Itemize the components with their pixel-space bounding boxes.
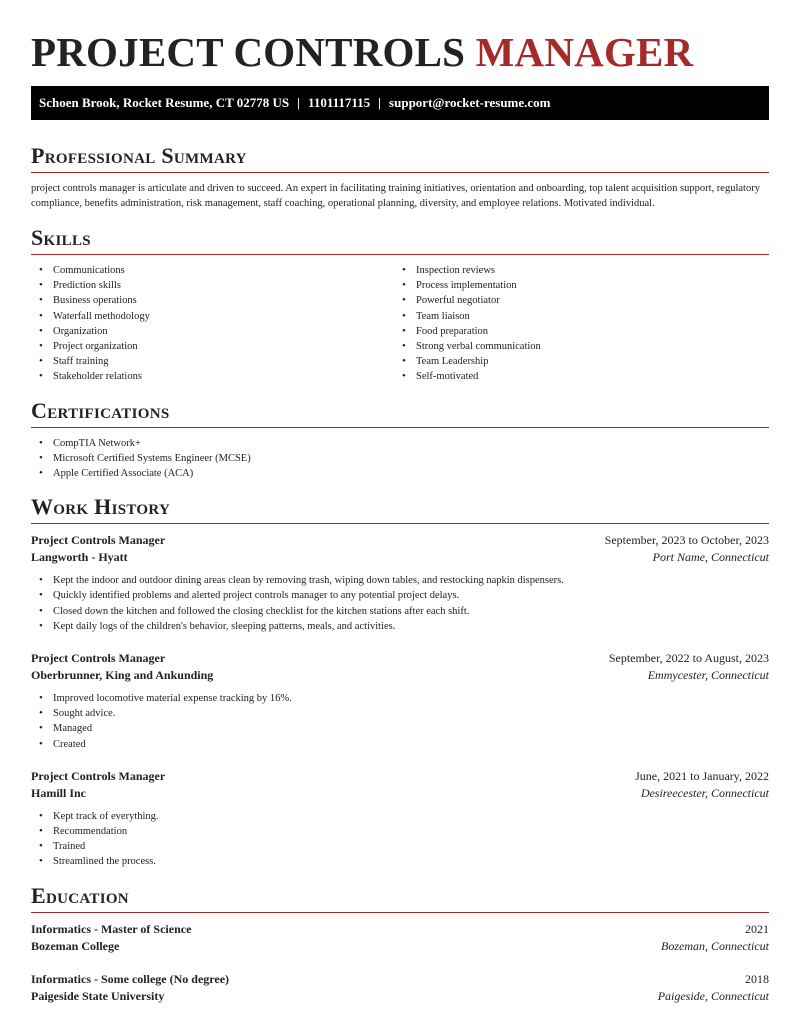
contact-email[interactable]: support@rocket-resume.com bbox=[389, 95, 551, 110]
contact-bar bbox=[31, 86, 769, 120]
education-location: Paigeside, Connecticut bbox=[657, 988, 769, 1003]
skill-item: • Team liaison bbox=[394, 309, 757, 324]
job-title: Project Controls Manager bbox=[31, 533, 166, 548]
contact-separator: | bbox=[378, 95, 382, 110]
skill-item: • Prediction skills bbox=[31, 278, 394, 293]
summary-heading: Professional Summary bbox=[31, 143, 247, 168]
education-degree: Informatics - Some college (No degree) bbox=[31, 971, 230, 986]
summary-section bbox=[31, 143, 769, 211]
resume-page bbox=[31, 0, 769, 1005]
job-dates: June, 2021 to January, 2022 bbox=[635, 768, 769, 783]
section-divider bbox=[31, 912, 769, 913]
section-divider bbox=[31, 427, 769, 428]
work-history-heading: Work History bbox=[31, 494, 171, 520]
skill-item: • Project organization bbox=[31, 339, 394, 354]
skill-item: • Powerful negotiator bbox=[394, 293, 757, 308]
skill-item: • Process implementation bbox=[394, 278, 757, 293]
section-divider bbox=[31, 172, 769, 173]
skill-item: • Staff training bbox=[31, 354, 394, 369]
education-year: 2021 bbox=[745, 921, 769, 936]
certifications-heading: Certifications bbox=[31, 397, 170, 423]
skill-item: • Inspection reviews bbox=[394, 263, 757, 278]
education-year: 2018 bbox=[745, 971, 769, 986]
job-entry bbox=[31, 532, 769, 634]
education-heading: Education bbox=[31, 882, 129, 908]
certification-item: • Microsoft Certified Systems Engineer (MCSE) bbox=[31, 451, 769, 466]
job-bullet: • Closed down the kitchen and followed the closing checklist for the kitchen stations after each shift. bbox=[31, 604, 769, 619]
certifications-list bbox=[31, 436, 769, 482]
skill-item: • Strong verbal communication bbox=[394, 339, 757, 354]
job-bullet: • Created bbox=[31, 737, 769, 752]
job-title: Project Controls Manager bbox=[31, 651, 166, 666]
skills-left-list bbox=[31, 263, 394, 385]
contact-address: Schoen Brook, Rocket Resume, CT 02778 US bbox=[39, 95, 290, 110]
job-bullets bbox=[31, 809, 769, 870]
skill-item: • Communications bbox=[31, 263, 394, 278]
title-accent: MANAGER bbox=[475, 29, 694, 75]
job-company: Hamill Inc bbox=[31, 785, 87, 800]
skills-heading: Skills bbox=[31, 225, 91, 250]
job-bullet: • Kept track of everything. bbox=[31, 809, 769, 824]
job-bullet: • Quickly identified problems and alerted project controls manager to any potential project delays. bbox=[31, 588, 769, 603]
skill-item: • Food preparation bbox=[394, 324, 757, 339]
education-school: Paigeside State University bbox=[31, 988, 165, 1003]
job-bullet: • Sought advice. bbox=[31, 706, 769, 721]
title-main: PROJECT CONTROLS bbox=[31, 29, 476, 75]
summary-text: project controls manager is articulate and driven to succeed. An expert in facilitating training initiatives, orientation and onboarding, top talent acquisition support, regulatory compliance, benefits administration, risk management, staff coaching, operational planning, diversity, and employee relations. Motivated individual. bbox=[31, 183, 760, 209]
work-history-section bbox=[31, 494, 769, 869]
skills-section bbox=[31, 225, 769, 385]
education-school: Bozeman College bbox=[31, 938, 120, 953]
job-bullet: • Recommendation bbox=[31, 824, 769, 839]
education-degree: Informatics - Master of Science bbox=[31, 921, 192, 936]
job-company: Oberbrunner, King and Ankunding bbox=[31, 668, 214, 683]
job-entry bbox=[31, 768, 769, 870]
skill-item: • Business operations bbox=[31, 293, 394, 308]
job-dates: September, 2023 to October, 2023 bbox=[604, 533, 769, 548]
skill-item: • Team Leadership bbox=[394, 354, 757, 369]
contact-separator: | bbox=[297, 95, 301, 110]
job-bullet: • Improved locomotive material expense tracking by 16%. bbox=[31, 691, 769, 706]
education-entry bbox=[31, 971, 769, 1005]
skill-item: • Organization bbox=[31, 324, 394, 339]
education-section bbox=[31, 883, 769, 1005]
skill-item: • Self-motivated bbox=[394, 369, 757, 384]
skills-grid bbox=[31, 263, 769, 385]
skills-right-list bbox=[394, 263, 757, 385]
certifications-section bbox=[31, 398, 769, 482]
job-bullet: • Kept daily logs of the children's behavior, sleeping patterns, meals, and activities. bbox=[31, 619, 769, 634]
job-bullets bbox=[31, 691, 769, 752]
skill-item: • Waterfall methodology bbox=[31, 309, 394, 324]
education-location: Bozeman, Connecticut bbox=[661, 938, 769, 953]
section-divider bbox=[31, 523, 769, 524]
education-entry bbox=[31, 921, 769, 955]
job-bullets bbox=[31, 573, 769, 634]
job-bullet: • Managed bbox=[31, 721, 769, 736]
job-company: Langworth - Hyatt bbox=[31, 550, 128, 565]
job-bullet: • Kept the indoor and outdoor dining areas clean by removing trash, wiping down tables, and restocking napkin dispensers. bbox=[31, 573, 769, 588]
certification-item: • Apple Certified Associate (ACA) bbox=[31, 466, 769, 481]
job-title: Project Controls Manager bbox=[31, 768, 166, 783]
job-location: Emmycester, Connecticut bbox=[647, 668, 769, 683]
job-dates: September, 2022 to August, 2023 bbox=[608, 651, 769, 666]
contact-phone: 1101117115 bbox=[308, 95, 371, 110]
job-bullet: • Streamlined the process. bbox=[31, 854, 769, 869]
job-location: Desireecester, Connecticut bbox=[640, 785, 769, 800]
job-entry bbox=[31, 650, 769, 752]
certification-item: • CompTIA Network+ bbox=[31, 436, 769, 451]
job-bullet: • Trained bbox=[31, 839, 769, 854]
resume-title bbox=[31, 30, 769, 74]
job-location: Port Name, Connecticut bbox=[652, 550, 769, 565]
section-divider bbox=[31, 254, 769, 255]
skill-item: • Stakeholder relations bbox=[31, 369, 394, 384]
